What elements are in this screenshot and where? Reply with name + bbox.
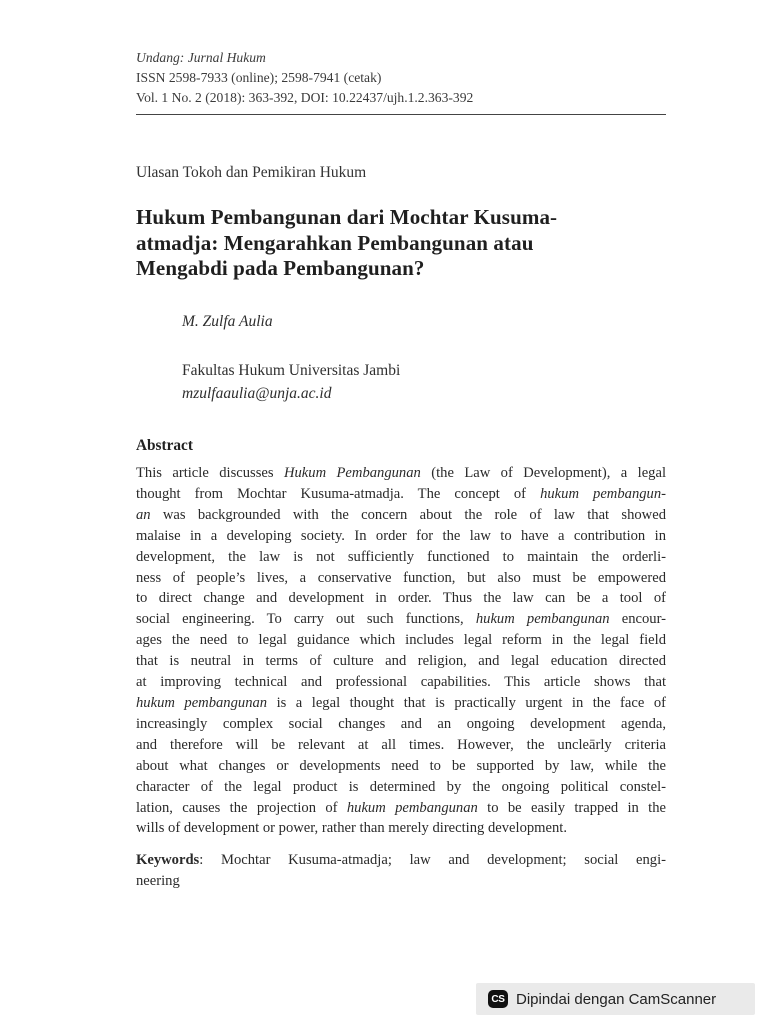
abstract-line: wills of development or power, rather than merely directing development. bbox=[136, 820, 568, 837]
author-affiliation: Fakultas Hukum Universitas Jambi bbox=[182, 362, 401, 379]
title-line: Hukum Pembangunan dari Mochtar Kusuma- bbox=[136, 205, 558, 229]
text-run: to be easily trapped in the bbox=[477, 799, 666, 816]
text-run: is a legal thought that is practically urgent in the face of bbox=[267, 694, 666, 711]
keywords-label: Keywords bbox=[136, 852, 200, 868]
text-run: lation, causes the projection of bbox=[136, 799, 347, 816]
text-run: thought from Mochtar Kusuma-atmadja. The concept of bbox=[136, 485, 541, 502]
journal-issn: ISSN 2598-7933 (online); 2598-7941 (cetak) bbox=[136, 70, 382, 85]
abstract-line bbox=[136, 798, 666, 819]
keywords-text: : Mochtar Kusuma-atmadja; law and development; social engi- bbox=[199, 852, 666, 868]
abstract-line: increasingly complex social changes and an ongoing development agenda, bbox=[136, 715, 666, 732]
abstract-line: and therefore will be relevant at all times. However, the uncleārly criteria bbox=[136, 736, 666, 753]
watermark-text: Dipindai dengan CamScanner bbox=[516, 990, 717, 1008]
keywords-line bbox=[136, 850, 666, 871]
author-block bbox=[182, 312, 400, 405]
text-run: (the Law of Development), a legal bbox=[420, 465, 667, 481]
abstract-line: malaise in a developing society. In order for the law to have a contribution in bbox=[136, 527, 666, 544]
abstract-line: character of the legal product is determined by the ongoing political constel- bbox=[136, 778, 666, 795]
article-title bbox=[136, 205, 656, 282]
italic-term: hukum pembangunan bbox=[136, 694, 268, 711]
text-run: was backgrounded with the concern about the role of law that showed bbox=[150, 506, 666, 523]
text-run: social engineering. To carry out such functions, bbox=[136, 611, 476, 628]
italic-term: Hukum Pembangunan bbox=[283, 465, 421, 481]
abstract-line: that is neutral in terms of culture and religion, and legal education directed bbox=[136, 653, 666, 670]
abstract-body bbox=[136, 463, 666, 839]
header-divider bbox=[136, 114, 666, 115]
abstract-line: about what changes or developments need to be supported by law, while the bbox=[136, 757, 666, 774]
italic-term: hukum pembangunan bbox=[475, 611, 610, 628]
author-name: M. Zulfa Aulia bbox=[182, 313, 273, 330]
title-line: Mengabdi pada Pembangunan? bbox=[136, 256, 425, 280]
italic-term: hukum pembangunan bbox=[346, 799, 478, 816]
section-label: Ulasan Tokoh dan Pemikiran Hukum bbox=[136, 164, 367, 181]
abstract-line: ness of people’s lives, a conservative function, but also must be empowered bbox=[136, 569, 666, 586]
journal-volume-doi: Vol. 1 No. 2 (2018): 363-392, DOI: 10.22437/ujh.1.2.363-392 bbox=[136, 90, 474, 105]
abstract-line: at improving technical and professional capabilities. This article shows that bbox=[136, 674, 666, 691]
title-line: atmadja: Mengarahkan Pembangunan atau bbox=[136, 230, 534, 255]
abstract-heading: Abstract bbox=[136, 437, 193, 454]
abstract-line: ages the need to legal guidance which includes legal reform in the legal field bbox=[136, 632, 666, 649]
text-run: This article discusses bbox=[136, 465, 284, 481]
italic-term: an bbox=[136, 506, 151, 523]
journal-header bbox=[136, 48, 666, 108]
abstract-line: development, the law is not sufficiently functioned to maintain the orderli- bbox=[136, 548, 666, 565]
camscanner-watermark bbox=[476, 983, 755, 1015]
abstract-line bbox=[136, 463, 666, 484]
keywords-block bbox=[136, 850, 666, 892]
abstract-line bbox=[136, 484, 666, 505]
author-email: mzulfaaulia@unja.ac.id bbox=[182, 385, 332, 402]
journal-name: Undang: Jurnal Hukum bbox=[136, 50, 266, 65]
abstract-line: to direct change and development in order. Thus the law can be a tool of bbox=[136, 590, 666, 607]
text-run: encour- bbox=[609, 611, 667, 628]
camscanner-logo-icon: CS bbox=[488, 990, 508, 1008]
abstract-line bbox=[136, 505, 666, 526]
abstract-line bbox=[136, 609, 666, 630]
abstract-line bbox=[136, 693, 666, 714]
keywords-line: neering bbox=[136, 872, 180, 889]
italic-term: hukum pembangun- bbox=[540, 485, 666, 502]
